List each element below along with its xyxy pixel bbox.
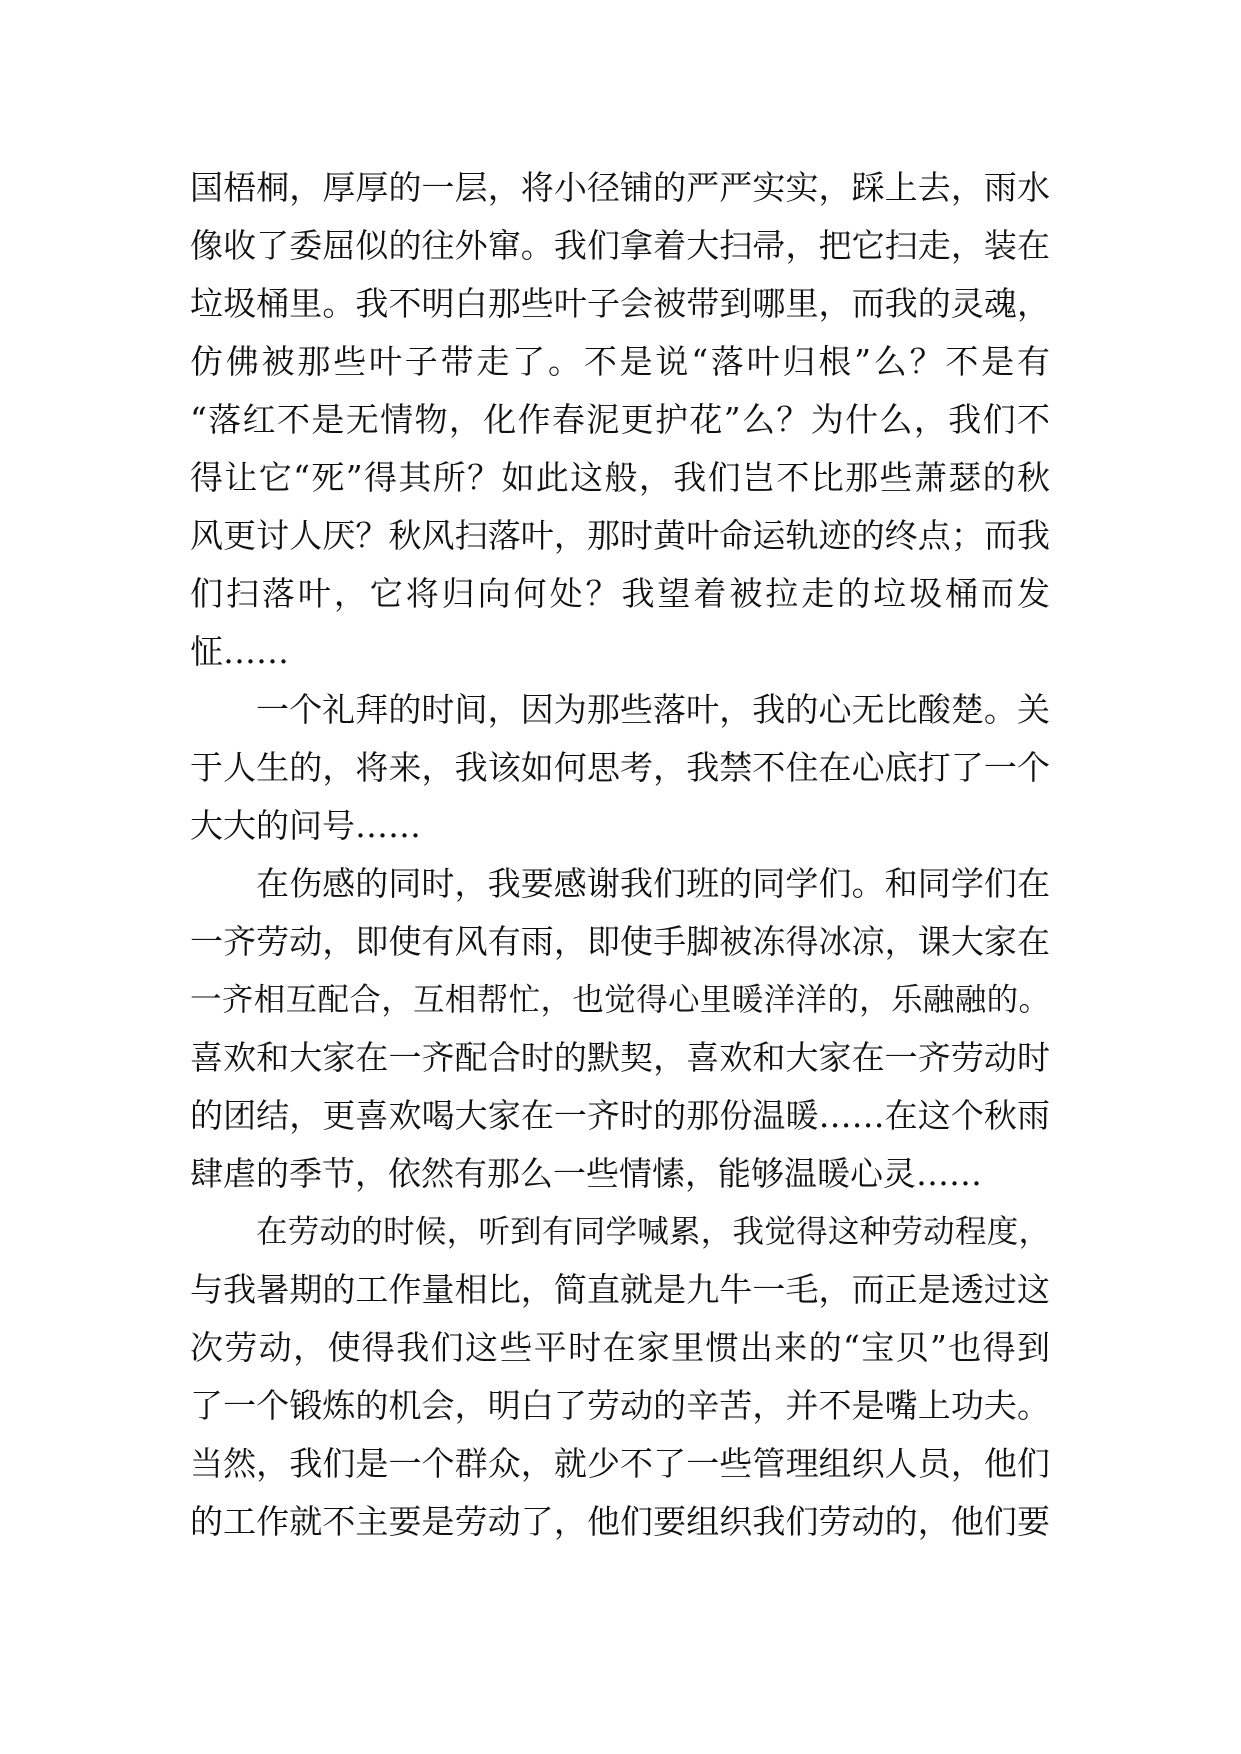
text-line: 国梧桐，厚厚的一层，将小径铺的严严实实，踩上去，雨水	[190, 168, 1050, 207]
text-line: 仿佛被那些叶子带走了。不是说“落叶归根”么？不是有	[190, 342, 1050, 381]
text-line: 垃圾桶里。我不明白那些叶子会被带到哪里，而我的灵魂，	[190, 284, 1050, 323]
text-line: 大大的问号……	[190, 806, 421, 845]
text-line: 们扫落叶，它将归向何处？我望着被拉走的垃圾桶而发	[190, 574, 1050, 613]
text-line: 一齐相互配合，互相帮忙，也觉得心里暖洋洋的，乐融融的。	[190, 982, 1050, 1018]
text-line: 于人生的，将来，我该如何思考，我禁不住在心底打了一个	[190, 748, 1050, 787]
text-line: 的工作就不主要是劳动了，他们要组织我们劳动的，他们要	[190, 1502, 1050, 1541]
text-line: 当然，我们是一个群众，就少不了一些管理组织人员，他们	[190, 1444, 1050, 1483]
text-line: 在伤感的同时，我要感谢我们班的同学们。和同学们在	[256, 864, 1050, 903]
text-line: 与我暑期的工作量相比，简直就是九牛一毛，而正是透过这	[190, 1270, 1050, 1309]
text-line: 肆虐的季节，依然有那么一些情愫，能够温暖心灵……	[190, 1154, 982, 1193]
text-line: 像收了委屈似的往外窜。我们拿着大扫帚，把它扫走，装在	[190, 226, 1050, 265]
text-line: 风更讨人厌？秋风扫落叶，那时黄叶命运轨迹的终点；而我	[190, 516, 1050, 555]
text-line: 得让它“死”得其所？如此这般，我们岂不比那些萧瑟的秋	[190, 458, 1050, 497]
text-line: 怔……	[190, 632, 289, 671]
body-text	[190, 159, 1050, 1551]
text-line: 的团结，更喜欢喝大家在一齐时的那份温暖……在这个秋雨	[190, 1096, 1050, 1135]
text-line: “落红不是无情物，化作春泥更护花”么？为什么，我们不	[190, 400, 1050, 439]
text-line: 在劳动的时候，听到有同学喊累，我觉得这种劳动程度，	[256, 1214, 1050, 1250]
text-line: 一个礼拜的时间，因为那些落叶，我的心无比酸楚。关	[256, 690, 1050, 729]
text-line: 一齐劳动，即使有风有雨，即使手脚被冻得冰凉，课大家在	[190, 922, 1050, 961]
text-line: 次劳动，使得我们这些平时在家里惯出来的“宝贝”也得到	[190, 1328, 1050, 1367]
text-line: 喜欢和大家在一齐配合时的默契，喜欢和大家在一齐劳动时	[190, 1038, 1050, 1077]
text-line: 了一个锻炼的机会，明白了劳动的辛苦，并不是嘴上功夫。	[190, 1386, 1050, 1425]
